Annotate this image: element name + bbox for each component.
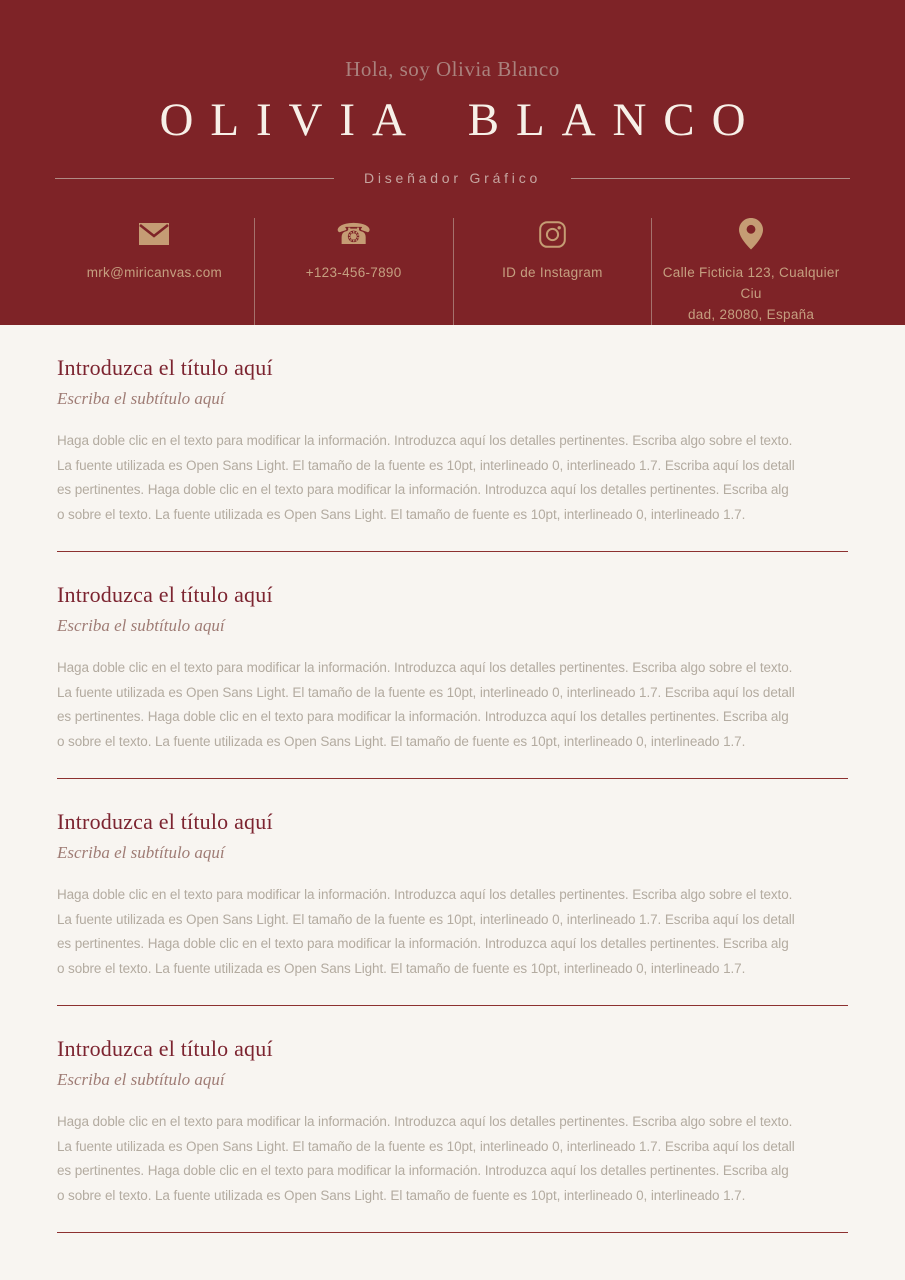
header: [0, 0, 905, 325]
phone-value: +123-456-7890: [305, 265, 402, 280]
section-4: [57, 1006, 848, 1233]
address-line-1: Calle Ficticia 123, Cualquier Ciu: [662, 265, 840, 301]
role-text: Diseñador Gráfico: [363, 170, 542, 186]
contact-phone: [254, 218, 453, 325]
body-text-line: La fuente utilizada es Open Sans Light. El tamaño de la fuente es 10pt, interlineado 0, interlineado 1.7. Escriba aquí los detall: [57, 1138, 795, 1154]
address-line-2: dad, 28080, España: [687, 307, 815, 322]
section-subtitle: Escriba el subtítulo aquí: [57, 1070, 225, 1089]
body-text-line: La fuente utilizada es Open Sans Light. El tamaño de la fuente es 10pt, interlineado 0, interlineado 1.7. Escriba aquí los detall: [57, 457, 795, 473]
section-body: [57, 1110, 848, 1208]
section-title: Introduzca el título aquí: [57, 1036, 273, 1061]
body-text-line: o sobre el texto. La fuente utilizada es Open Sans Light. El tamaño de fuente es 10pt, interlineado 0, interlineado 1.7.: [57, 506, 746, 522]
body-text-line: es pertinentes. Haga doble clic en el texto para modificar la información. Introduzca aquí los detalles pertinentes. Escriba alg: [57, 709, 789, 724]
body-text-line: es pertinentes. Haga doble clic en el texto para modificar la información. Introduzca aquí los detalles pertinentes. Escriba alg: [57, 482, 789, 497]
page-title: OLIVIA BLANCO: [159, 94, 763, 146]
address-value: [662, 262, 840, 325]
body-text-line: es pertinentes. Haga doble clic en el texto para modificar la información. Introduzca aquí los detalles pertinentes. Escriba alg: [57, 1163, 789, 1178]
section-body: [57, 656, 848, 754]
section-subtitle: Escriba el subtítulo aquí: [57, 389, 225, 408]
body-text-line: es pertinentes. Haga doble clic en el texto para modificar la información. Introduzca aquí los detalles pertinentes. Escriba alg: [57, 936, 789, 951]
body-text-line: o sobre el texto. La fuente utilizada es Open Sans Light. El tamaño de fuente es 10pt, interlineado 0, interlineado 1.7.: [57, 733, 746, 749]
section-title: Introduzca el título aquí: [57, 809, 273, 834]
email-value: mrk@miricanvas.com: [86, 265, 223, 280]
section-subtitle: Escriba el subtítulo aquí: [57, 616, 225, 635]
section-2: [57, 552, 848, 779]
body-text-line: o sobre el texto. La fuente utilizada es Open Sans Light. El tamaño de fuente es 10pt, interlineado 0, interlineado 1.7.: [57, 1187, 746, 1203]
contact-email: [55, 218, 254, 325]
role-row: [55, 168, 850, 188]
right-divider-line: [571, 178, 850, 179]
body-text-line: La fuente utilizada es Open Sans Light. El tamaño de la fuente es 10pt, interlineado 0, interlineado 1.7. Escriba aquí los detall: [57, 684, 795, 700]
contact-row: [55, 218, 850, 325]
body-text-line: La fuente utilizada es Open Sans Light. El tamaño de la fuente es 10pt, interlineado 0, interlineado 1.7. Escriba aquí los detall: [57, 911, 795, 927]
instagram-value: ID de Instagram: [502, 265, 603, 280]
body-text-line: Haga doble clic en el texto para modificar la información. Introduzca aquí los detalles pertinentes. Escriba algo sobre el texto.: [57, 433, 793, 448]
section-1: [57, 325, 848, 552]
content-area: [0, 325, 905, 1233]
location-pin-icon: [739, 218, 763, 250]
section-title: Introduzca el título aquí: [57, 355, 273, 380]
body-text-line: Haga doble clic en el texto para modificar la información. Introduzca aquí los detalles pertinentes. Escriba algo sobre el texto.: [57, 660, 793, 675]
body-text-line: Haga doble clic en el texto para modificar la información. Introduzca aquí los detalles pertinentes. Escriba algo sobre el texto.: [57, 887, 793, 902]
contact-instagram: [453, 218, 652, 325]
section-body: [57, 883, 848, 981]
body-text-line: Haga doble clic en el texto para modificar la información. Introduzca aquí los detalles pertinentes. Escriba algo sobre el texto.: [57, 1114, 793, 1129]
section-3: [57, 779, 848, 1006]
left-divider-line: [55, 178, 334, 179]
phone-icon: ☎: [335, 217, 372, 251]
greeting-text: Hola, soy Olivia Blanco: [345, 57, 560, 81]
section-body: [57, 429, 848, 527]
contact-address: [651, 218, 850, 325]
envelope-icon: [139, 218, 169, 250]
section-title: Introduzca el título aquí: [57, 582, 273, 607]
instagram-icon: [539, 218, 566, 250]
body-text-line: o sobre el texto. La fuente utilizada es Open Sans Light. El tamaño de fuente es 10pt, interlineado 0, interlineado 1.7.: [57, 960, 746, 976]
section-subtitle: Escriba el subtítulo aquí: [57, 843, 225, 862]
